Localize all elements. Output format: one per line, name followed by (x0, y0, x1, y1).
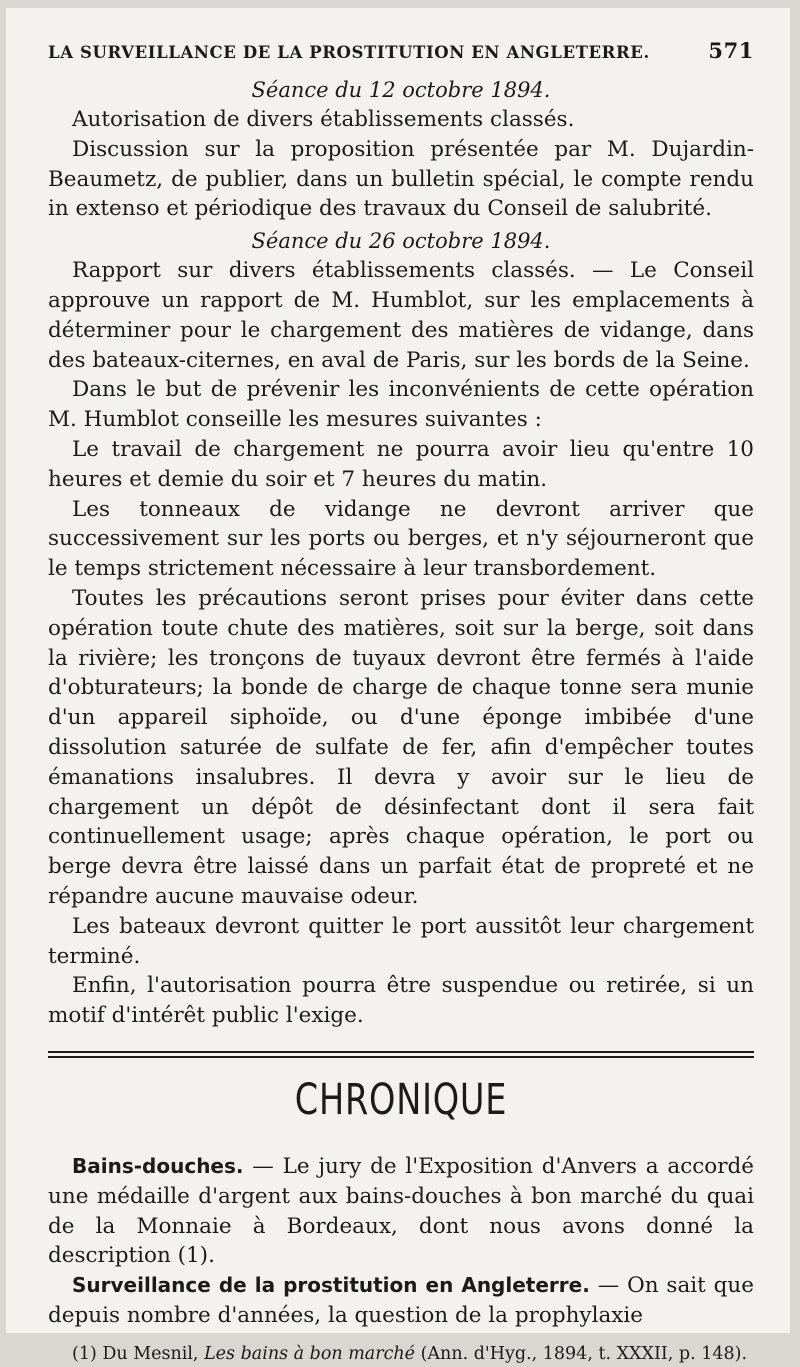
paragraph: Dans le but de prévenir les inconvénients de cette opération M. Humblot conseille les mesures suivantes : (48, 377, 754, 433)
book-page (6, 8, 790, 1364)
double-rule-divider (48, 1051, 754, 1058)
paragraph: Les tonneaux de vidange ne devront arriver que successivement sur les ports ou berges, et n'y séjourneront que le temps strictement nécessaire à leur transbordement. (48, 496, 754, 582)
paragraph: Enfin, l'autorisation pourra être suspendue ou retirée, si un motif d'intérêt public l'exige. (48, 973, 754, 1029)
page-number: 571 (708, 38, 754, 63)
item-lead: Bains-douches. (72, 1153, 244, 1178)
footnote-source: (Ann. d'Hyg., 1894, t. XXXII, p. 148). (415, 1343, 748, 1364)
paragraph: Toutes les précautions seront prises pour éviter dans cette opération toute chute des matières, soit sur la berge, soit dans la rivière; les tronçons de tuyaux devront être fermés à l'aide d'obturateurs; la bonde de charge de chaque tonne sera munie d'un appareil siphoïde, ou d'une éponge imbibée d'une dissolution saturée de sulfate de fer, afin d'empêcher toutes émanations insalubres. Il devra y avoir sur le lieu de chargement un dépôt de désinfectant dont il sera fait continuellement usage; après chaque opération, le port ou berge devra être laissé dans un parfait état de propreté et ne répandre aucune mauvaise odeur. (48, 585, 754, 909)
session-title-2: Séance du 26 octobre 1894. (251, 229, 551, 254)
running-title: LA SURVEILLANCE DE LA PROSTITUTION EN ANGLETERRE. (48, 43, 650, 62)
footnote-title: Les bains à bon marché (204, 1343, 416, 1364)
item-text: — On sait que depuis nombre d'années, la question de la prophylaxie (48, 1273, 755, 1328)
paragraph: Le travail de chargement ne pourra avoir lieu qu'entre 10 heures et demie du soir et 7 heures du matin. (48, 436, 754, 492)
footnote (48, 1341, 754, 1367)
paragraph: Autorisation de divers établissements classés. (72, 107, 575, 132)
footnote-marker: (1) Du Mesnil, (72, 1343, 205, 1364)
paragraph: Les bateaux devront quitter le port aussitôt leur chargement terminé. (48, 913, 754, 969)
paragraph: Discussion sur la proposition présentée par M. Dujardin-Beaumetz, de publier, dans un bulletin spécial, le compte rendu in extenso et périodique des travaux du Conseil de salubrité. (48, 136, 754, 222)
section-title: CHRONIQUE (294, 1074, 508, 1125)
chronique-item-bains-douches (48, 1152, 754, 1271)
paragraph: Rapport sur divers établissements classés. — Le Conseil approuve un rapport de M. Humblot, sur les emplacements à déterminer pour le chargement des matières de vidange, dans des bateaux-citernes, en aval de Paris, sur les bords de la Seine. (48, 258, 754, 373)
item-text: — Le jury de l'Exposition d'Anvers a accordé une médaille d'argent aux bains-douches à bon marché du quai de la Monnaie à Bordeaux, dont nous avons donné la description (1). (48, 1153, 754, 1269)
item-lead: Surveillance de la prostitution en Angleterre. (72, 1273, 590, 1298)
running-header (48, 38, 754, 63)
chronique-item-surveillance (48, 1271, 754, 1331)
session-title-1: Séance du 12 octobre 1894. (251, 78, 551, 102)
